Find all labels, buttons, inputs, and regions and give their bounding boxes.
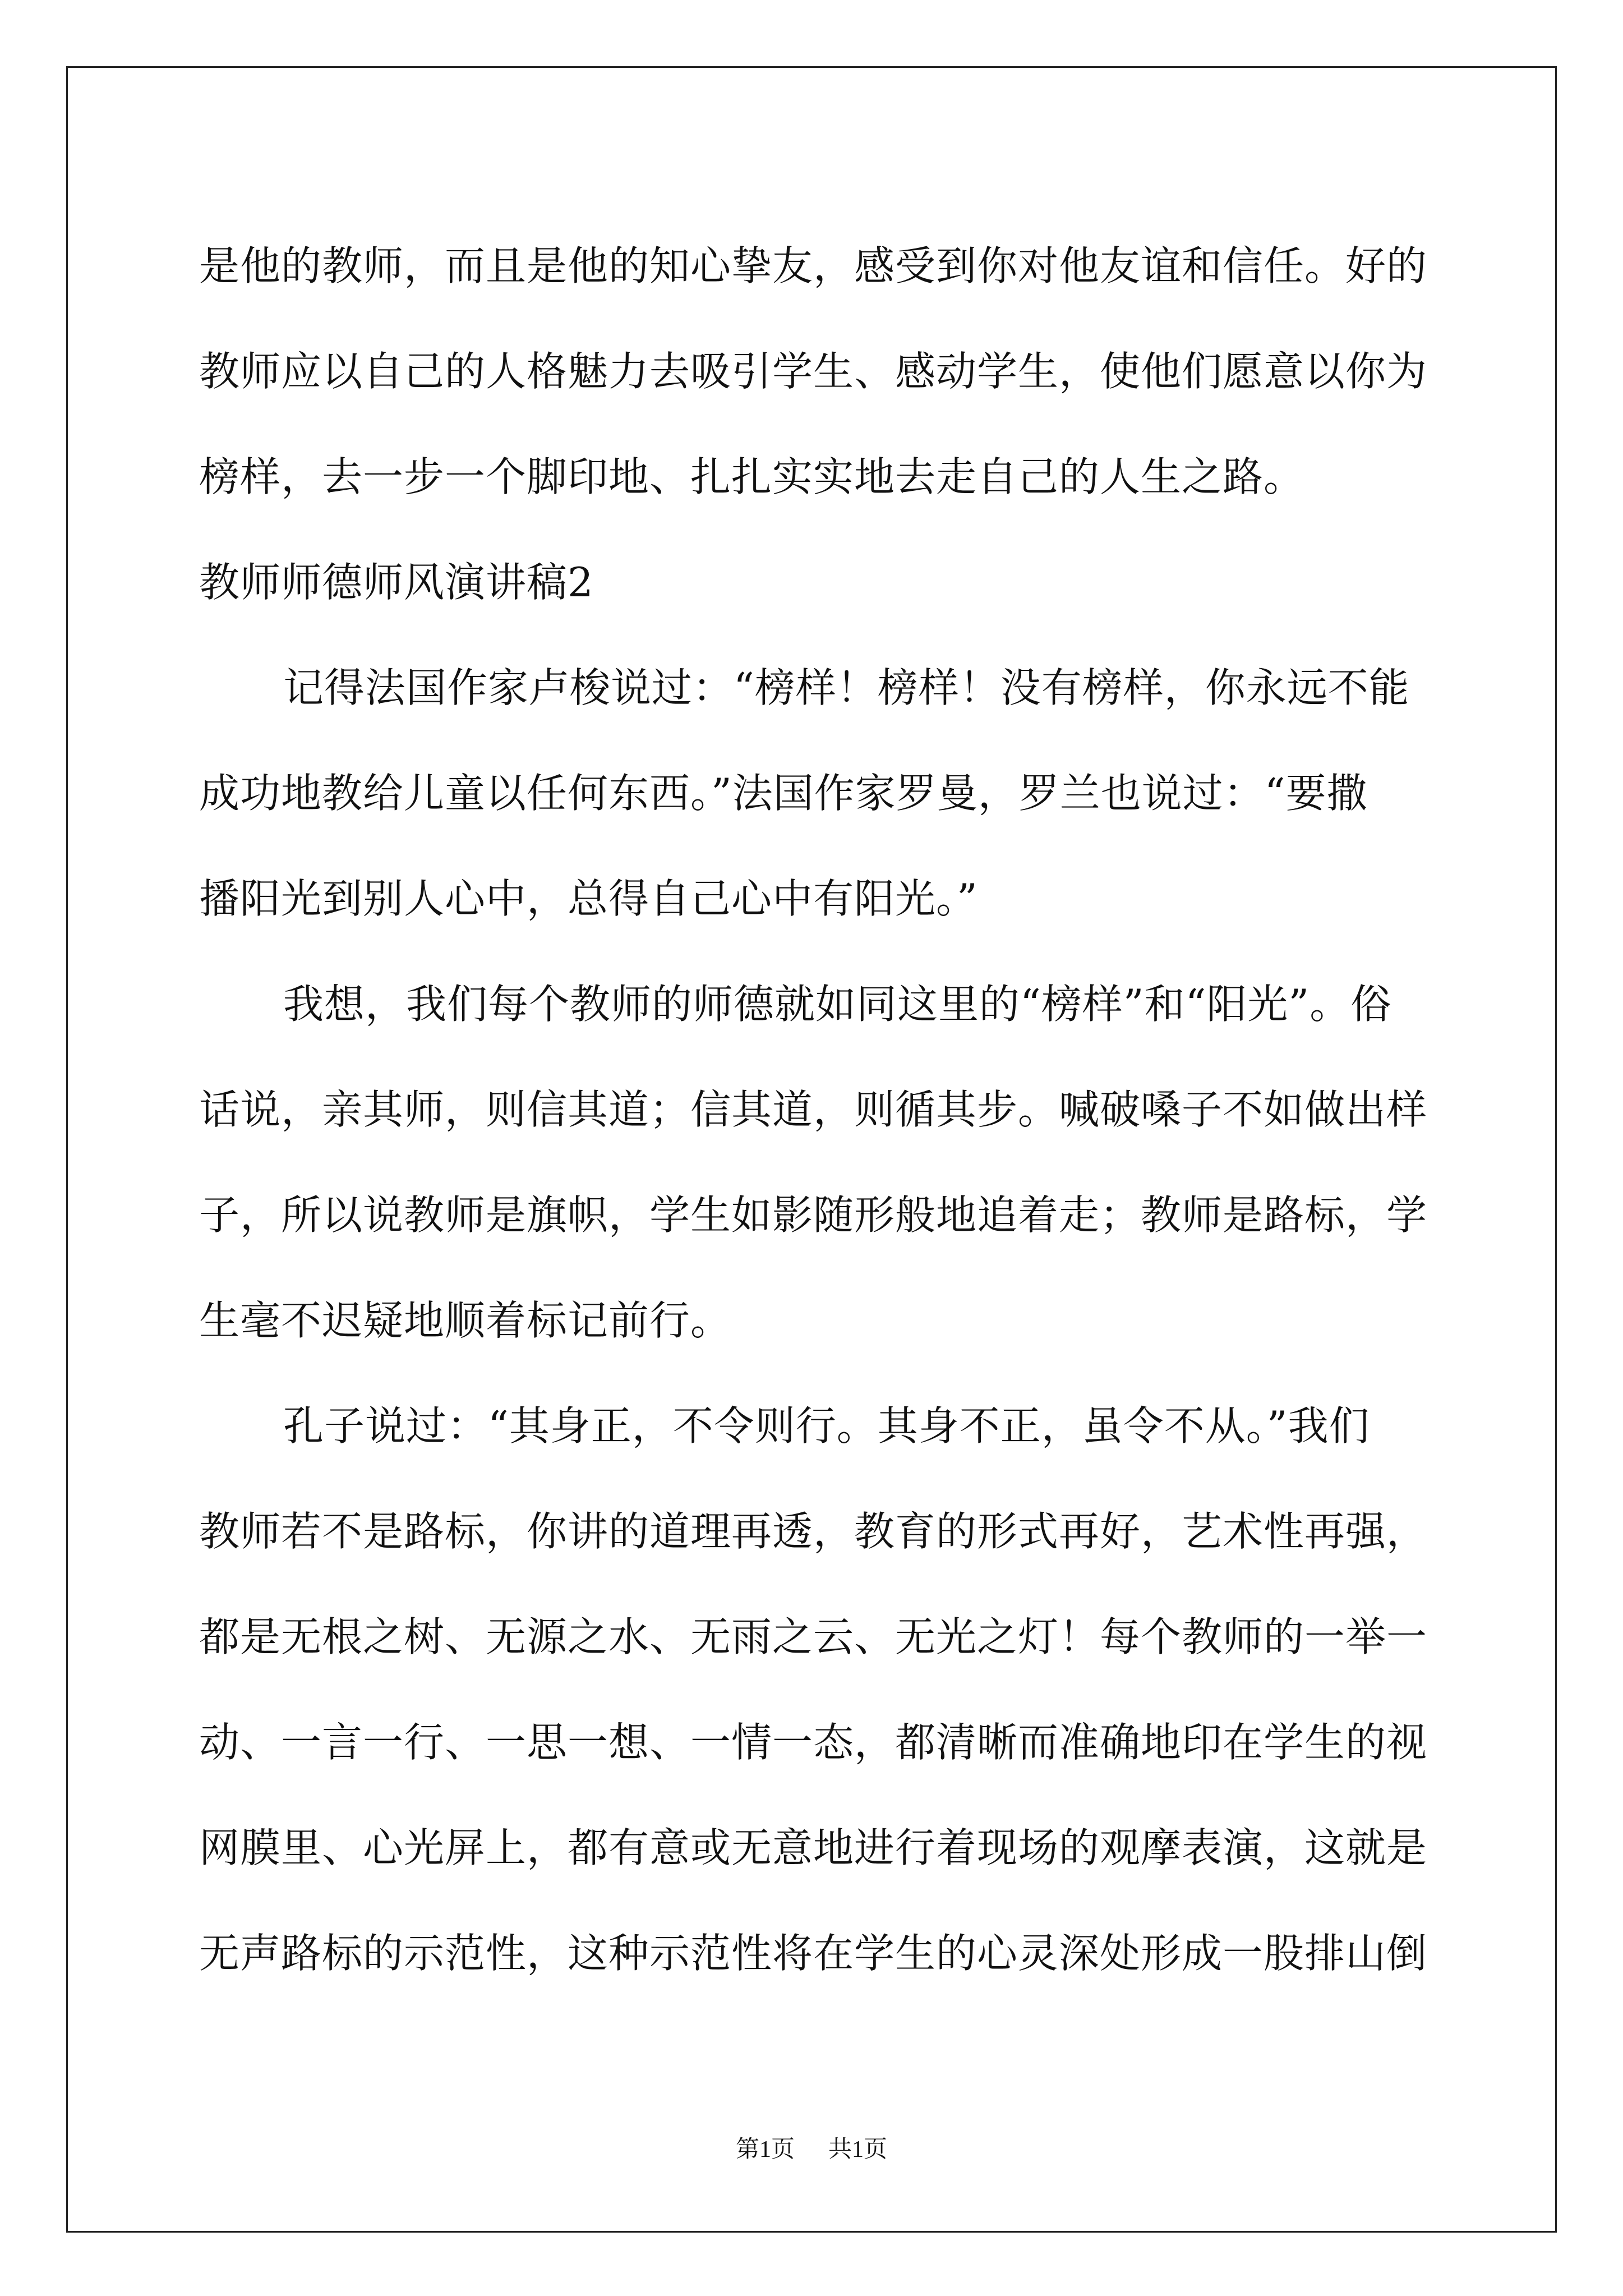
text-line-12: 孔子说过：“其身正，不令则行。其身不正，虽令不从。”我们 bbox=[283, 1402, 1370, 1450]
text-line-7: 播阳光到别人心中，总得自己心中有阳光。” bbox=[199, 875, 978, 922]
section-heading: 教师师德师风演讲稿2 bbox=[199, 559, 594, 606]
text-line-16: 网膜里、心光屏上，都有意或无意地进行着现场的观摩表演，这就是 bbox=[199, 1824, 1428, 1871]
text-line-11: 生毫不迟疑地顺着标记前行。 bbox=[199, 1297, 732, 1344]
document-body bbox=[199, 213, 1433, 2006]
text-line-3: 榜样，去一步一个脚印地、扎扎实实地去走自己的人生之路。 bbox=[199, 453, 1305, 500]
page-total: 共1页 bbox=[828, 2137, 888, 2162]
text-line-5: 记得法国作家卢梭说过：“榜样！榜样！没有榜样，你永远不能 bbox=[283, 664, 1410, 711]
text-line-13: 教师若不是路标，你讲的道理再透，教育的形式再好，艺术性再强， bbox=[199, 1508, 1428, 1555]
text-line-8: 我想，我们每个教师的师德就如同这里的“榜样”和“阳光”。俗 bbox=[283, 981, 1392, 1028]
text-line-1: 是他的教师，而且是他的知心挚友，感受到你对他友谊和信任。好的 bbox=[199, 242, 1428, 289]
page-number: 第1页 bbox=[735, 2137, 795, 2162]
page-footer bbox=[0, 2131, 1623, 2164]
text-line-9: 话说，亲其师，则信其道；信其道，则循其步。喊破嗓子不如做出样 bbox=[199, 1086, 1428, 1133]
text-line-14: 都是无根之树、无源之水、无雨之云、无光之灯！每个教师的一举一 bbox=[199, 1613, 1428, 1660]
text-line-2: 教师应以自己的人格魅力去吸引学生、感动学生，使他们愿意以你为 bbox=[199, 348, 1428, 395]
text-line-6: 成功地教给儿童以任何东西。”法国作家罗曼，罗兰也说过：“要撒 bbox=[199, 770, 1368, 817]
text-line-15: 动、一言一行、一思一想、一情一态，都清晰而准确地印在学生的视 bbox=[199, 1719, 1428, 1766]
text-line-10: 子，所以说教师是旗帜，学生如影随形般地追着走；教师是路标，学 bbox=[199, 1191, 1428, 1239]
text-line-17: 无声路标的示范性，这种示范性将在学生的心灵深处形成一股排山倒 bbox=[199, 1930, 1428, 1977]
